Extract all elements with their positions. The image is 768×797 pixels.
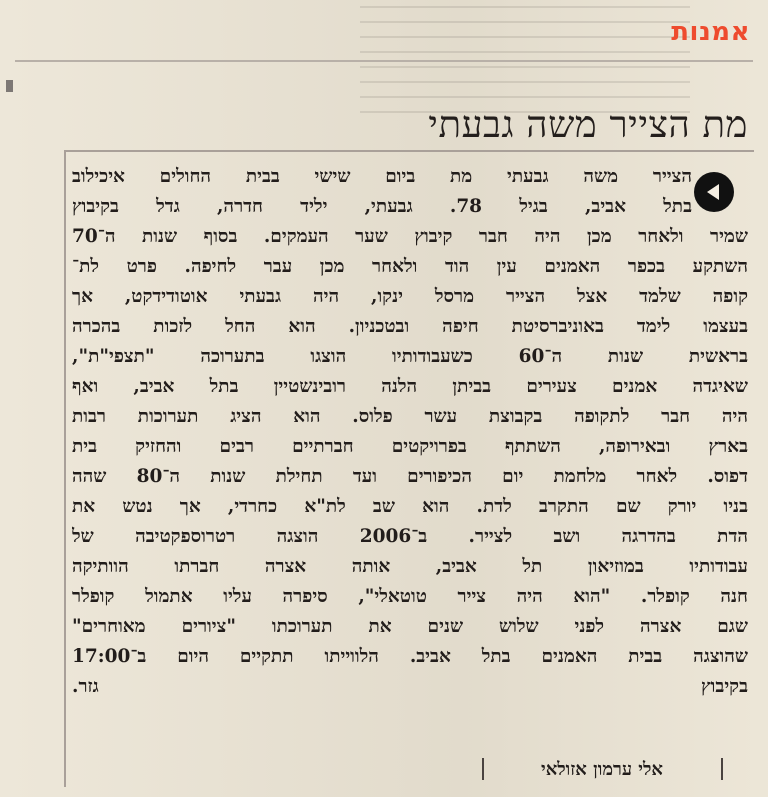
bleed-through-line (360, 81, 690, 83)
section-label: אמנות (671, 17, 750, 47)
article-line: בניו יורק שם התקרב לדת. הוא שב לת"א כחרדי, אך נטש את (72, 496, 748, 517)
byline: אלי ערמון אזולאי (436, 758, 768, 782)
article-line: שגם אצרה לפני שלוש שנים את תערוכתו "ציורים מאוחרים" (72, 616, 748, 637)
article-line: בארץ ובאירופה, השתתף בפרויקטים חברתיים רבים והחזיק בית (72, 436, 748, 457)
article-line: חנה קופלר. "הוא היה צייר טוטאלי", סיפרה עליו אתמול קופלר (72, 586, 748, 607)
bleed-through-line (360, 66, 690, 68)
article-line: בראשית שנות ה־60 כשעבודותיו הוצגו בתערוכה "תצפי"ת", (72, 346, 748, 367)
headline: מת הצייר משה גבעתי (428, 102, 748, 146)
article-line: בעצמו לימד באוניברסיטת חיפה ובטכניון. הוא החל לזכות בהכרה (72, 316, 748, 337)
article-line: בקיבוץ גזר. (72, 676, 748, 697)
article-line: היה חבר לתקופה בקבוצת עשר פלוס. הוא הציג תערוכות רבות (72, 406, 748, 427)
section-divider (15, 60, 753, 62)
bleed-through-line (360, 6, 690, 8)
article-line: שאיגדה אמנים צעירים בביתן הלנה רובינשטיין בתל אביב, ואף (72, 376, 748, 397)
article-line: דפוס. לאחר מלחמת יום הכיפורים ועד תחילת שנות ה־80 שהה (72, 466, 748, 487)
article-line: שמיר ולאחר מכן היה חבר קיבוץ שער העמקים. בסוף שנות ה־70 (72, 226, 748, 247)
article-line: שהוצגה בבית האמנים בתל אביב. הלווייתו תתקיים היום ב־17:00 (72, 646, 748, 667)
article-line: הצייר משה גבעתי מת ביום שישי בבית החולים איכילוב (72, 166, 692, 187)
article-line: עבודותיו במוזיאון תל אביב, אותה אצרה חברתו הוותיקה (72, 556, 748, 577)
margin-mark (6, 80, 13, 92)
bleed-through-line (360, 36, 690, 38)
article-line: בתל אביב, בגיל 78. גבעתי, יליד חדרה, גדל בקיבוץ (72, 196, 692, 217)
bleed-through-line (360, 96, 690, 98)
article-line: הדת בהדרגה ושב לצייר. ב־2006 הוצגה רטרוספקטיבה של (72, 526, 748, 547)
article-line: השתקע בכפר האמנים עין הוד ולאחר מכן עבר לחיפה. פרט לת־ (72, 256, 748, 277)
bleed-through-line (360, 51, 690, 53)
article-line: קופה שלמד אצל הצייר מרסל ינקו, היה גבעתי אוטודידקט, אך (72, 286, 748, 307)
bleed-through-line (360, 21, 690, 23)
article-body (72, 162, 748, 702)
